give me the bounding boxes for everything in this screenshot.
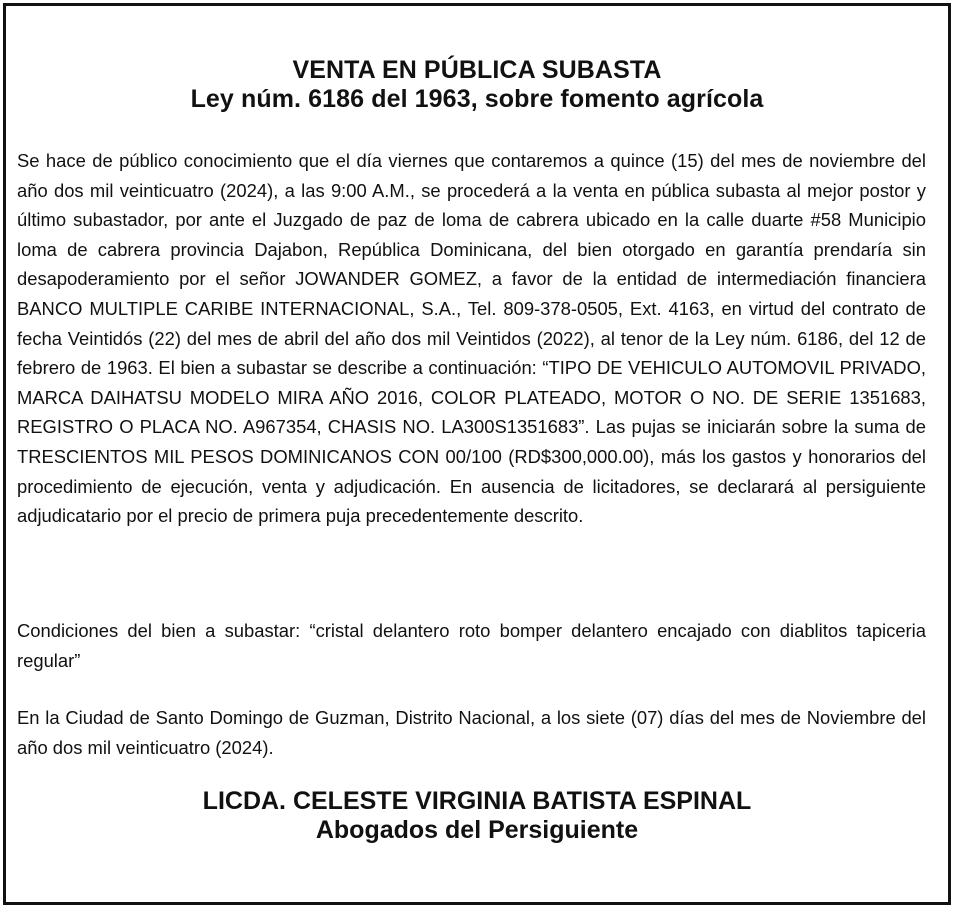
signatory-name: LICDA. CELESTE VIRGINIA BATISTA ESPINAL — [202, 787, 752, 815]
conditions-paragraph: Condiciones del bien a subastar: “cristal delantero roto bomper delantero encajado con diablitos tapiceria regular” — [17, 620, 926, 671]
notice-title: VENTA EN PÚBLICA SUBASTA — [292, 56, 662, 84]
notice-subtitle: Ley núm. 6186 del 1963, sobre fomento agrícola — [190, 85, 764, 113]
signature-block — [0, 787, 954, 845]
notice-header — [0, 56, 954, 114]
place-date-paragraph: En la Ciudad de Santo Domingo de Guzman, Distrito Nacional, a los siete (07) días del mes de Noviembre del año dos mil veinticuatro (2024). — [17, 707, 926, 758]
signatory-role: Abogados del Persiguiente — [315, 816, 639, 844]
auction-notice-paragraph: Se hace de público conocimiento que el día viernes que contaremos a quince (15) del mes de noviembre del año dos mil veinticuatro (2024), a las 9:00 A.M., se procederá a la venta en pública subasta al mejor postor y último subastador, por ante el Juzgado de paz de loma de cabrera ubicado en la calle duarte #58 Municipio loma de cabrera provincia Dajabon, República Dominicana, del bien otorgado en garantía prendaría sin desapoderamiento por el señor JOWANDER GOMEZ, a favor de la entidad de intermediación financiera BANCO MULTIPLE CARIBE INTERNACIONAL, S.A., Tel. 809-378-0505, Ext. 4163, en virtud del contrato de fecha Veintidós (22) del mes de abril del año dos mil Veintidos (2022), al tenor de la Ley núm. 6186, del 12 de febrero de 1963. El bien a subastar se describe a continuación: “TIPO DE VEHICULO AUTOMOVIL PRIVADO, MARCA DAIHATSU MODELO MIRA AÑO 2016, COLOR PLATEADO, MOTOR O NO. DE SERIE 1351683, REGISTRO O PLACA NO. A967354, CHASIS NO. LA300S1351683”. Las pujas se iniciarán sobre la suma de TRESCIENTOS MIL PESOS DOMINICANOS CON 00/100 (RD$300,000.00), más los gastos y honorarios del procedimiento de ejecución, venta y adjudicación. En ausencia de licitadores, se declarará al persiguiente adjudicatario por el precio de primera puja precedentemente descrito. — [17, 150, 926, 527]
